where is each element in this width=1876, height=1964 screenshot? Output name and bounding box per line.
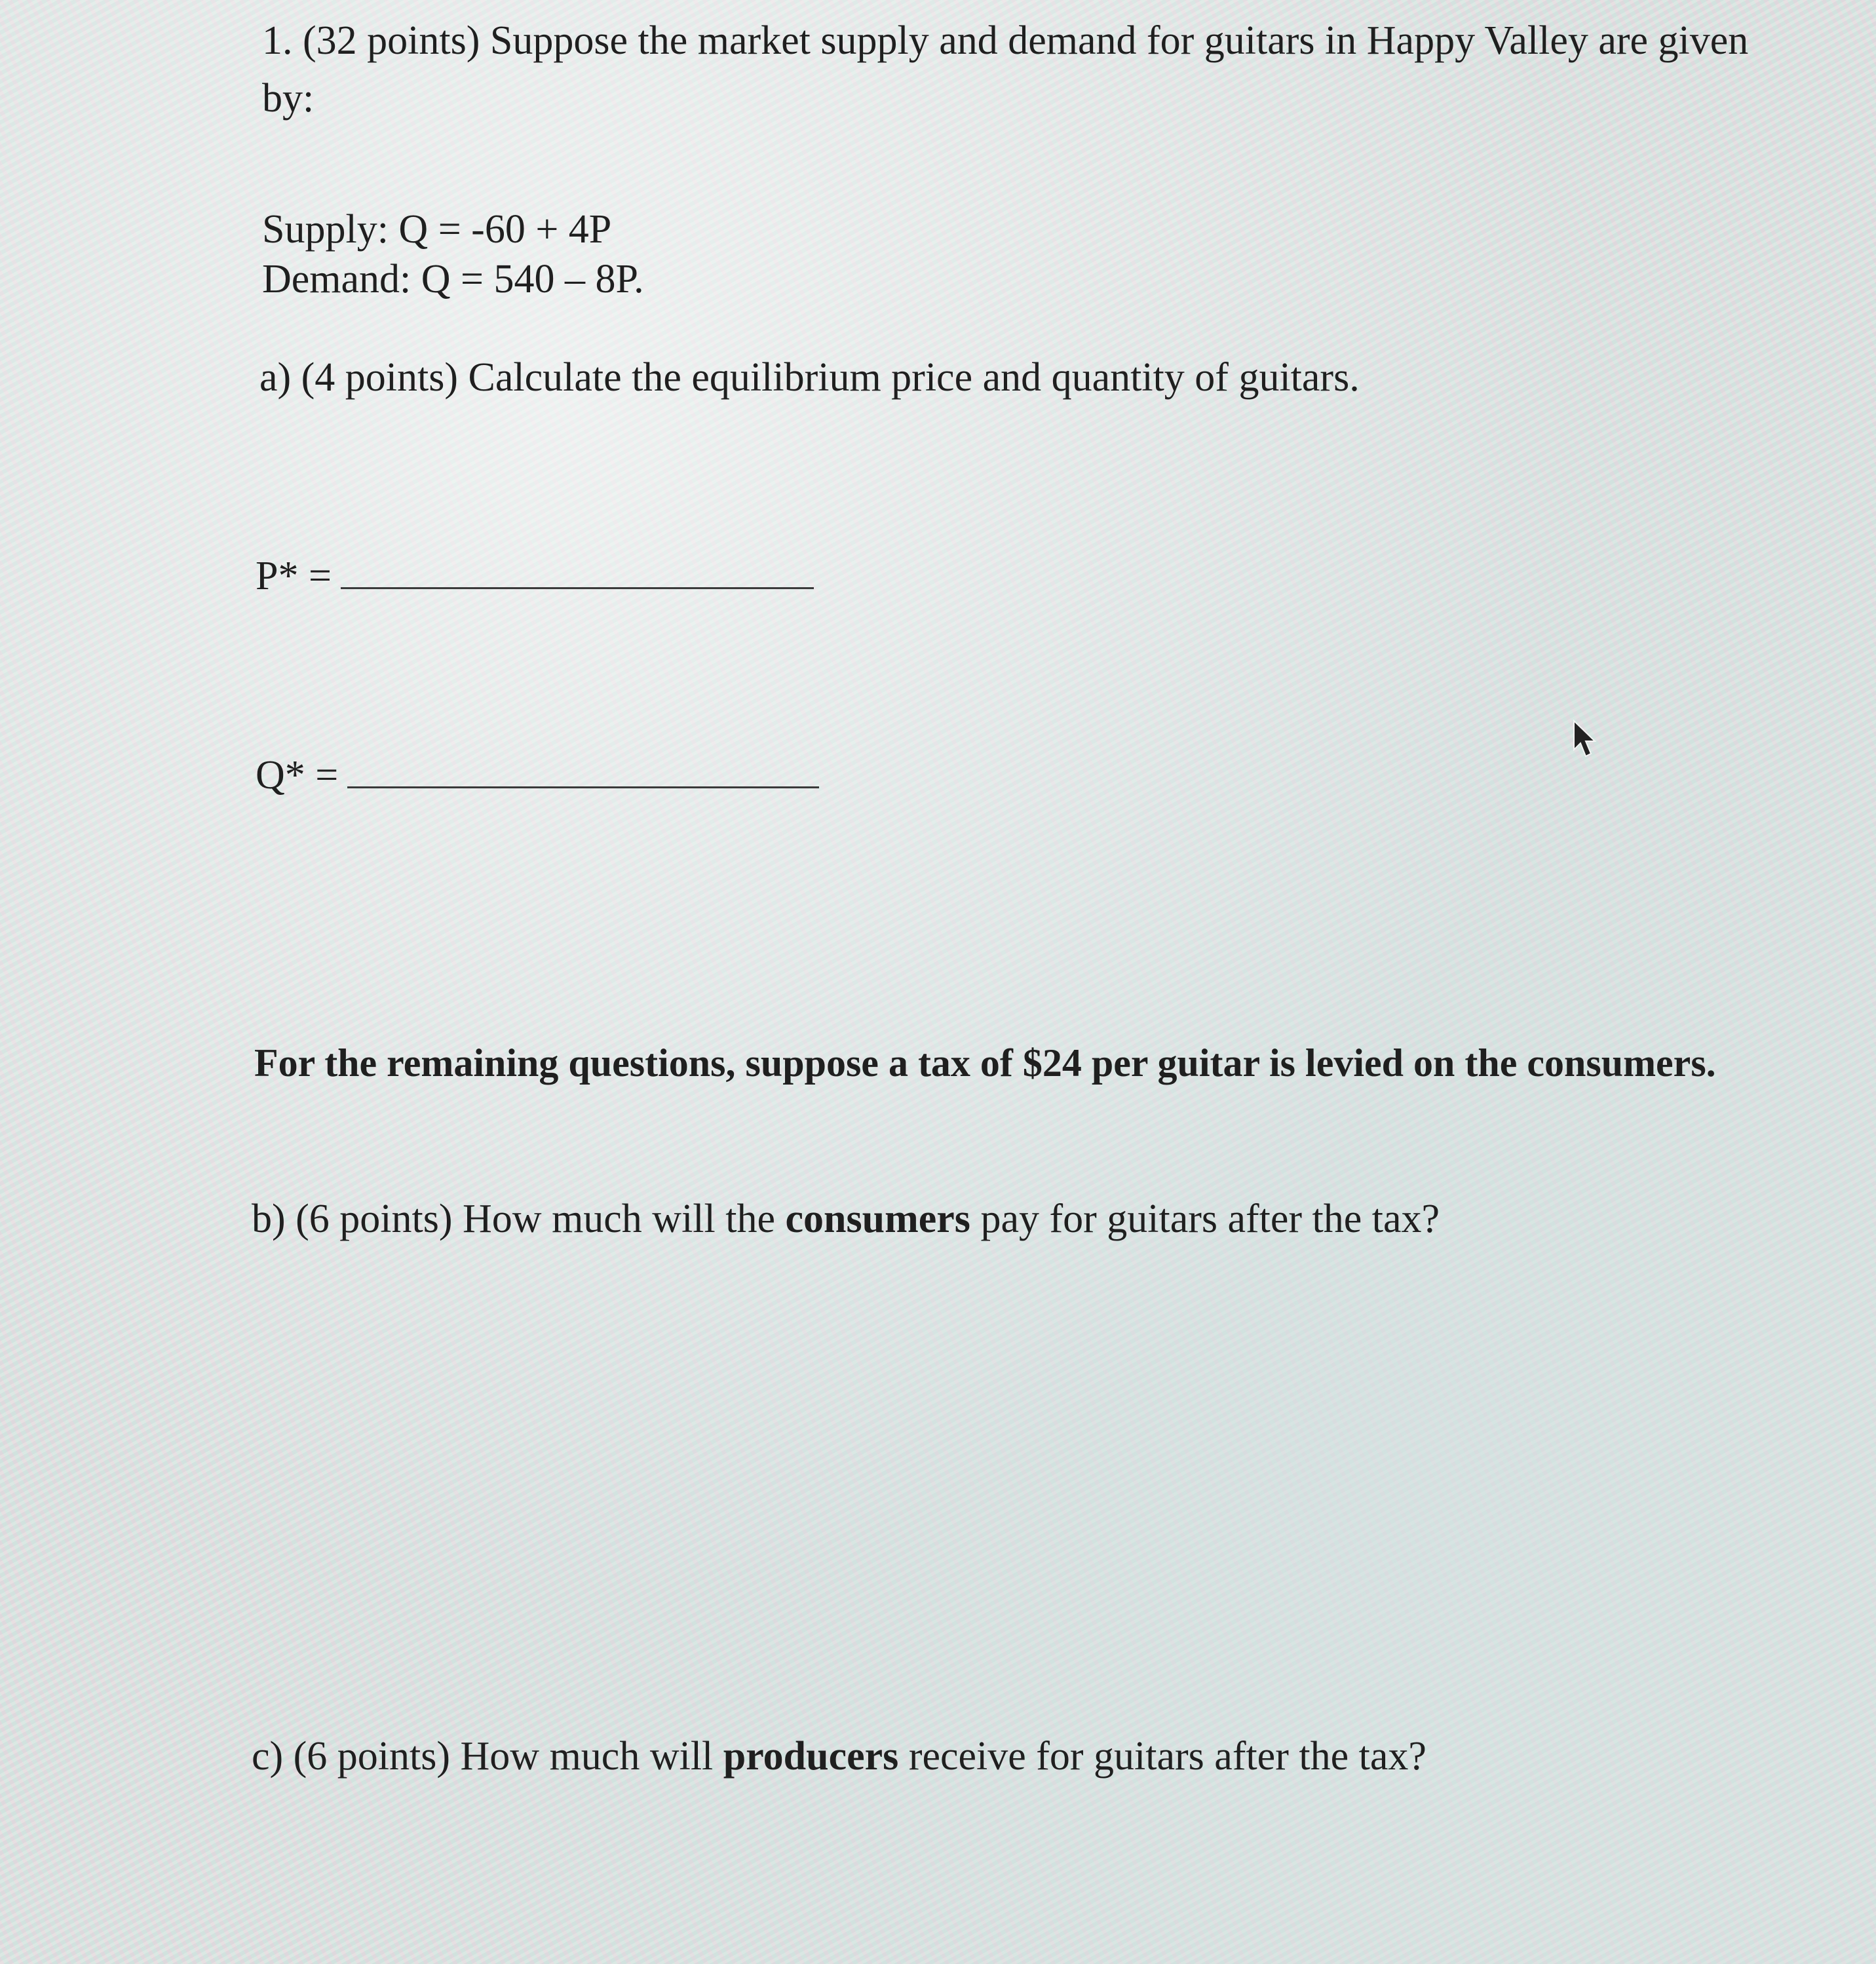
p-star-answer-blank[interactable]	[341, 548, 814, 589]
tax-note: For the remaining questions, suppose a tax of $24 per guitar is levied on the consumers.	[254, 1041, 1716, 1085]
part-c-emphasis: producers	[723, 1734, 899, 1779]
part-b-suffix: pay for guitars after the tax?	[970, 1197, 1440, 1241]
supply-equation: Supply: Q = -60 + 4P	[262, 207, 612, 252]
part-b-question	[252, 1193, 1440, 1245]
q-star-answer-row	[256, 747, 819, 801]
demand-equation: Demand: Q = 540 – 8P.	[262, 257, 644, 301]
part-a-question: a) (4 points) Calculate the equilibrium price and quantity of guitars.	[259, 355, 1360, 400]
part-b-emphasis: consumers	[785, 1197, 970, 1241]
question-title: 1. (32 points) Suppose the market supply and demand for guitars in Happy Valley are given by:	[262, 18, 1749, 121]
part-b-prefix: b) (6 points) How much will the	[252, 1197, 786, 1241]
part-c-question	[252, 1730, 1426, 1782]
part-c-suffix: receive for guitars after the tax?	[898, 1734, 1426, 1779]
q-star-label: Q* =	[256, 753, 339, 798]
p-star-answer-row	[256, 548, 814, 602]
q-star-answer-blank[interactable]	[347, 747, 819, 788]
mouse-pointer-icon	[1571, 720, 1598, 759]
part-c-prefix: c) (6 points) How much will	[252, 1734, 723, 1779]
p-star-label: P* =	[256, 554, 332, 598]
